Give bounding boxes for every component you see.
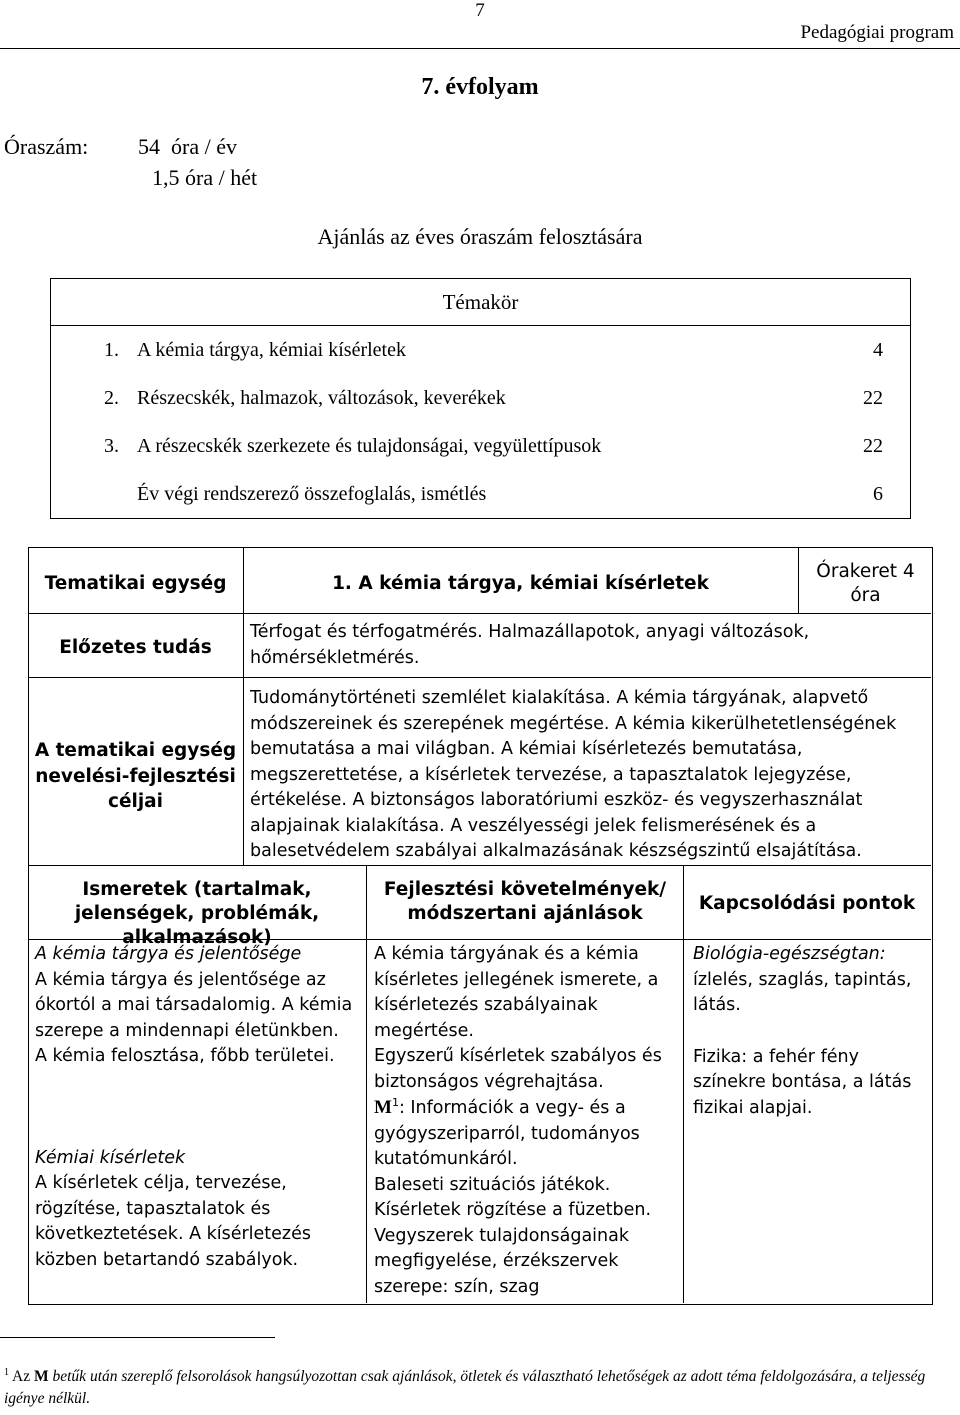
topic-title: Részecskék, halmazok, változások, keverékek xyxy=(137,386,506,409)
table-row xyxy=(51,326,911,375)
topic-title: A részecskék szerkezete és tulajdonságai, vegyülettípusok xyxy=(137,434,602,457)
m-marker: M xyxy=(374,1097,392,1118)
topic-hours: 22 xyxy=(843,422,911,470)
prior-knowledge-text: Térfogat és térfogatmérés. Halmazállapotok, anyagi változások, hőmérsékletmérés. xyxy=(250,622,810,668)
footnote-ref: 1 xyxy=(391,1096,399,1110)
connection-text: ízlelés, szaglás, tapintás, látás. xyxy=(693,969,912,1015)
table-row xyxy=(51,422,911,470)
requirement-item: Egyszerű kísérletek szabályos és biztonságos végrehajtása. xyxy=(374,1046,662,1092)
topic-number: 1. xyxy=(51,326,128,375)
hours-per-year: 54 óra / év xyxy=(138,134,237,159)
recommendation-title: Ajánlás az éves óraszám felosztására xyxy=(317,224,643,249)
development-goals-text: Tudománytörténeti szemlélet kialakítása. A kémia tárgyának, alapvető módszereinek és szerepének megértése. A kémia kikerülhetetlenségének bemutatása a mai világban. A kémiai kísérletezés bemutatása, megszerettetése, a kísérletek tervezése, a tapasztalatok lejegyzése, értékelése. A biztonságos laboratóriumi eszköz- és vegyszerhasználat alapjainak kialakítása. A veszélyességi jelek felismerésének és a balesetvédelem szabályai alkalmazásának készségszintű elsajátítása. xyxy=(250,688,897,861)
topic-number: 2. xyxy=(51,374,128,422)
divider-horizontal xyxy=(28,865,931,866)
topics-header: Témakör xyxy=(51,279,911,326)
hours-per-week: 1,5 óra / hét xyxy=(152,165,258,190)
requirement-item: A kémia tárgyának és a kémia kísérletes jellegének ismerete, a kísérletezés szabályainak megértése. xyxy=(374,944,659,1041)
topic-hours: 22 xyxy=(843,374,911,422)
requirement-item: Baleseti szituációs játékok. xyxy=(374,1174,611,1195)
page-number: 7 xyxy=(475,0,485,21)
knowledge-content xyxy=(35,942,355,1273)
requirement-item: Kísérletek rögzítése a füzetben. xyxy=(374,1200,652,1220)
unit-title: 1. A kémia tárgya, kémiai kísérletek xyxy=(332,573,709,594)
summary-hours: 6 xyxy=(843,470,911,519)
topic-title: A kémia tárgya, kémiai kísérletek xyxy=(127,326,843,375)
label-thematic-unit: Tematikai egység xyxy=(44,573,227,594)
connection-text: Fizika: a fehér fény színekre bontása, a látás fizikai alapjai. xyxy=(693,1046,912,1118)
table-row xyxy=(51,470,911,519)
label-development-goals: A tematikai egység nevelési-fejlesztési céljai xyxy=(34,740,237,812)
header-requirements: Fejlesztési követelmények/ módszertani ajánlások xyxy=(383,879,667,924)
footnote-divider xyxy=(0,1337,275,1338)
time-frame: Órakeret 4 óra xyxy=(816,561,915,606)
knowledge-paragraph: A kísérletek célja, tervezése, rögzítése, tapasztalatok és következtetések. A kísérletezés közben betartandó szabályok. xyxy=(35,1173,312,1270)
connection-subject: Fizika: xyxy=(693,1046,748,1067)
divider-vertical xyxy=(683,865,684,1303)
connection-subject: Biológia-egészségtan: xyxy=(693,944,886,964)
requirement-item: $M^1$: Információk a vegy- és a gyógyszeriparról, tudományos kutatómunkáról. xyxy=(374,1096,640,1169)
footnote: $^1$ Az M betűk után szereplő felsorolások hangsúlyozottan csak ajánlások, ötletek és választható lehetőségek az adott téma feldolgozására, a teljesség igénye nélkül. xyxy=(4,1366,926,1407)
requirements-content xyxy=(374,942,679,1300)
knowledge-paragraph: A kémia tárgya és jelentősége az ókortól a mai társadalomig. A kémia szerepe a mindennapi életünkben. A kémia felosztása, főbb területei. xyxy=(35,969,353,1066)
document-title: Pedagógiai program xyxy=(800,22,954,43)
divider-vertical xyxy=(798,547,799,613)
header-divider xyxy=(0,48,960,49)
header-connections: Kapcsolódási pontok xyxy=(698,893,916,914)
divider-horizontal xyxy=(28,613,931,614)
table-row xyxy=(51,374,911,422)
topic-number: 3. xyxy=(51,422,128,470)
knowledge-subtitle: A kémia tárgya és jelentősége xyxy=(35,944,302,964)
header-knowledge: Ismeretek (tartalmak, jelenségek, problémák, alkalmazások) xyxy=(74,879,320,948)
summary-title: Év végi rendszerező összefoglalás, ismétlés xyxy=(127,470,843,519)
hours-label: Óraszám: xyxy=(4,134,89,159)
label-prior-knowledge: Előzetes tudás xyxy=(59,637,212,658)
knowledge-subtitle: Kémiai kísérletek xyxy=(35,1147,186,1168)
divider-horizontal xyxy=(28,677,931,678)
topics-table xyxy=(50,278,911,519)
topics-header-row xyxy=(51,279,911,326)
connections-content xyxy=(693,942,925,1121)
topic-hours: 4 xyxy=(843,326,911,375)
requirement-item: Vegyszerek tulajdonságainak megfigyelése, érzékszervek szerepe: szín, szag xyxy=(374,1225,629,1297)
grade-title: 7. évfolyam xyxy=(421,74,539,100)
divider-vertical xyxy=(366,865,367,1303)
